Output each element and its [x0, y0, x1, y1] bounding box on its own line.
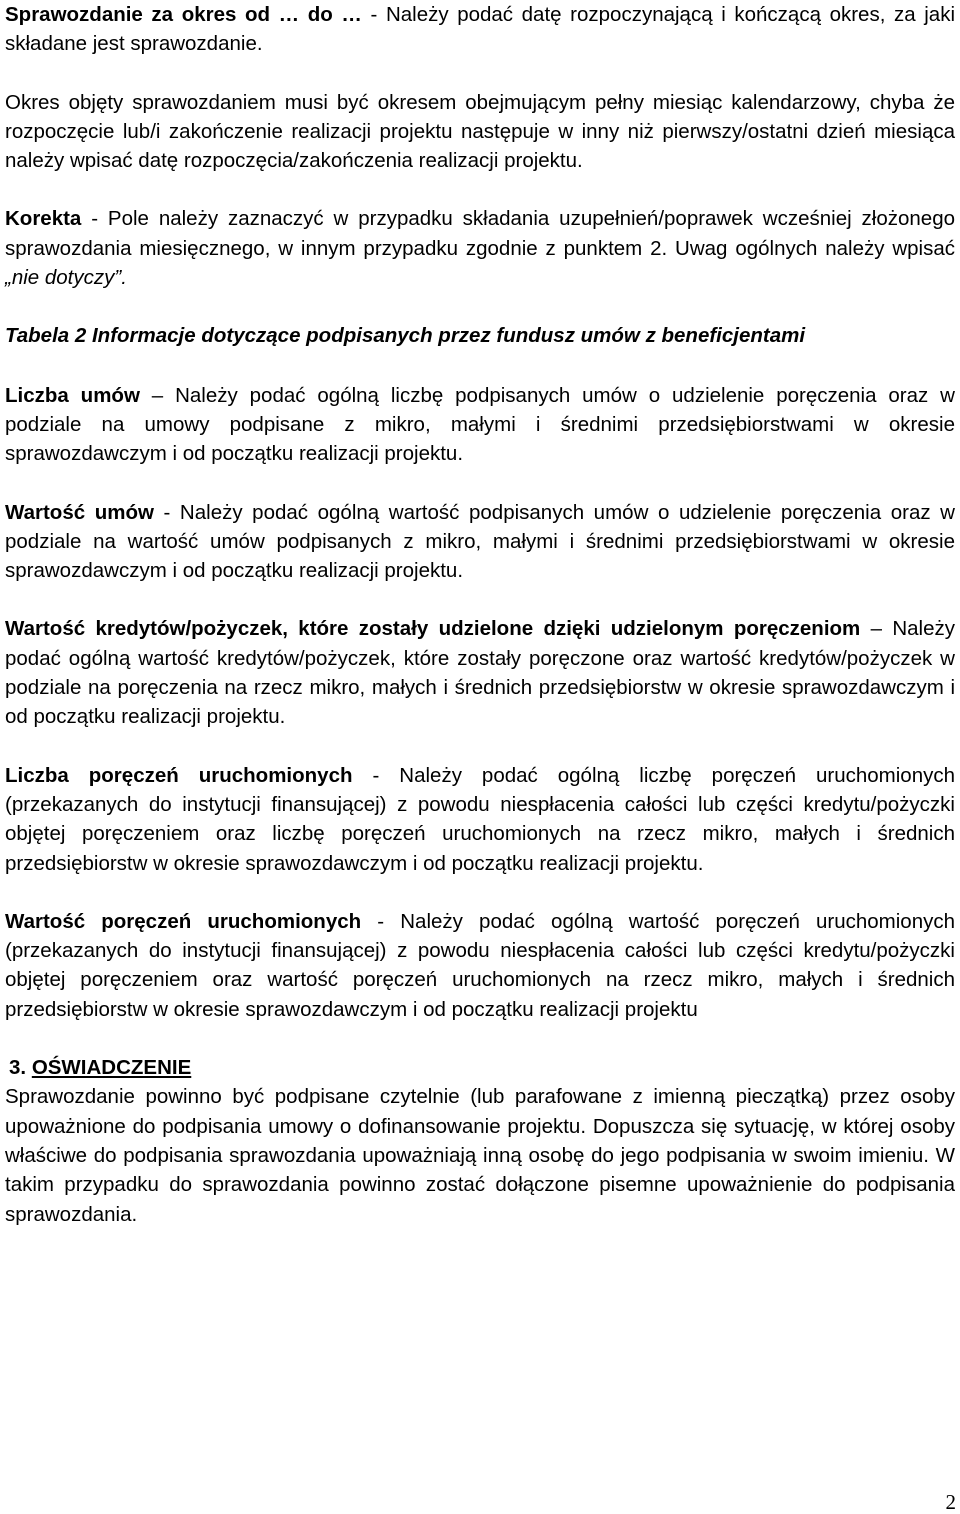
table-heading — [5, 321, 955, 350]
correction-text: - Pole należy zaznaczyć w przypadku składania uzupełnień/poprawek wcześniej złożonego sprawozdania miesięcznego, w innym przypadku zgodnie z punktem 2. Uwag ogólnych należy wpisać — [5, 207, 955, 260]
declaration-text: Sprawozdanie powinno być podpisane czytelnie (lub parafowane z imienną pieczątką) przez osoby upoważnione do podpisania umowy o dofinansowanie projektu. Dopuszcza się sytuację, w której osoby właściwe do podpisania sprawozdania upoważniają inną osobę do jego podpisania w swoim imieniu. W takim przypadku do sprawozdania powinno zostać dołączone pisemne upoważnienie do podpisania sprawozdania. — [5, 1085, 955, 1226]
definition-text: – Należy podać ogólną liczbę podpisanych umów o udzielenie poręczenia oraz w podziale na umowy podpisane z mikro, małymi i średnimi przedsiębiorstwami w okresie sprawozdawczym i od początku realizacji projektu. — [5, 383, 955, 466]
document-page — [5, 0, 955, 1229]
declaration-number: 3. — [9, 1056, 27, 1080]
definition-liczba-poreczen — [5, 761, 955, 878]
table-heading-text: Tabela 2 Informacje dotyczące podpisanych przez fundusz umów z beneficjentami — [5, 324, 806, 348]
correction-quote: „nie dotyczy”. — [5, 266, 127, 290]
definition-liczba-umow — [5, 381, 955, 469]
definition-wartosc-umow — [5, 498, 955, 586]
period-note-paragraph: Okres objęty sprawozdaniem musi być okresem obejmującym pełny miesiąc kalendarzowy, chyba że rozpoczęcie lub/i zakończenie realizacji projektu następuje w inny niż pierwszy/ostatni dzień miesiąca należy wpisać datę rozpoczęcia/zakończenia realizacji projektu. — [5, 90, 955, 173]
definition-text: - Należy podać ogólną liczbę poręczeń uruchomionych (przekazanych do instytucji finansującej) z powodu niespłacenia całości lub części kredytu/pożyczki objętej poręczeniem oraz liczbę poręczeń uruchomionych na rzecz mikro, małych i średnich przedsiębiorstw w okresie sprawozdawczym i od początku realizacji projektu. — [5, 763, 956, 875]
correction-label: Korekta — [5, 207, 82, 231]
definition-text: – Należy podać ogólną wartość kredytów/pożyczek, które zostały poręczone oraz wartość kredytów/pożyczek w podziale na poręczenia na rzecz mikro, małych i średnich przedsiębiorstw w okresie sprawozdawczym i od początku realizacji projektu. — [5, 617, 955, 729]
definition-label: Wartość poręczeń uruchomionych — [5, 909, 362, 933]
definition-label: Liczba umów — [5, 383, 140, 407]
definition-wartosc-kredytow — [5, 614, 955, 731]
definition-label: Liczba poręczeń uruchomionych — [5, 763, 353, 787]
definition-label: Wartość kredytów/pożyczek, które zostały udzielone dzięki udzielonym poręczeniom — [5, 617, 861, 641]
period-paragraph — [5, 0, 955, 59]
definition-text: - Należy podać ogólną wartość poręczeń uruchomionych (przekazanych do instytucji finansującej) z powodu niespłacenia całości lub części kredytu/pożyczki objętej poręczeniem oraz wartość poręczeń uruchomionych na rzecz mikro, małych i średnich przedsiębiorstw w okresie sprawozdawczym i od początku realizacji projektu — [5, 909, 955, 1021]
definition-wartosc-poreczen — [5, 907, 955, 1024]
period-label: Sprawozdanie za okres od … do … — [5, 3, 362, 26]
declaration-title: OŚWIADCZENIE — [31, 1056, 192, 1080]
period-text: - Należy podać datę rozpoczynającą i kończącą okres, za jaki składane jest sprawozdanie. — [5, 3, 956, 56]
page-number: 2 — [945, 1490, 956, 1514]
definition-label: Wartość umów — [5, 500, 154, 524]
definition-text: - Należy podać ogólną wartość podpisanych umów o udzielenie poręczenia oraz w podziale na wartość umów podpisanych z mikro, małymi i średnimi przedsiębiorstwami w okresie sprawozdawczym i od początku realizacji projektu. — [5, 500, 955, 583]
correction-paragraph — [5, 204, 955, 292]
declaration-heading — [9, 1053, 955, 1082]
